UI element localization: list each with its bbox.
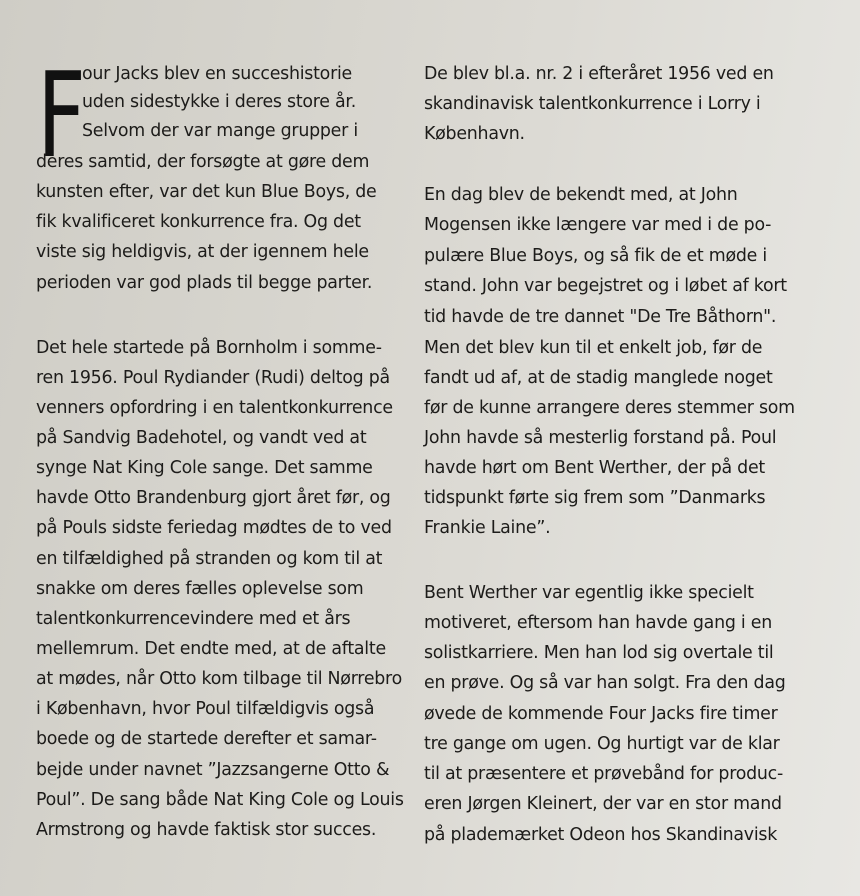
text-line: en prøve. Og så var han solgt. Fra den dag — [424, 673, 786, 693]
text-line: havde Otto Brandenburg gjort året før, og — [36, 488, 391, 508]
text-line: kunsten efter, var det kun Blue Boys, de — [36, 182, 377, 202]
text-line: tid havde de tre dannet "De Tre Båthorn". — [424, 307, 777, 327]
text-line: på plademærket Odeon hos Skandinavisk — [424, 825, 778, 845]
text-line: venners opfordring i en talentkonkurrence — [36, 398, 393, 418]
text-line: Mogensen ikke længere var med i de po- — [424, 215, 772, 235]
text-line: solistkarriere. Men han lod sig overtale til — [424, 643, 774, 663]
text-line: før de kunne arrangere deres stemmer som — [424, 398, 795, 418]
text-line: boede og de startede derefter et samar- — [36, 729, 377, 749]
text-line: ren 1956. Poul Rydiander (Rudi) deltog på — [36, 368, 390, 388]
text-line: viste sig heldigvis, at der igennem hele — [36, 242, 369, 262]
text-line: Bent Werther var egentlig ikke specielt — [424, 583, 754, 603]
text-line: på Pouls sidste feriedag mødtes de to ved — [36, 518, 392, 538]
text-line: motiveret, eftersom han havde gang i en — [424, 613, 772, 633]
text-line: Men det blev kun til et enkelt job, før de — [424, 338, 763, 358]
text-line: København. — [424, 124, 525, 144]
text-line: i København, hvor Poul tilfældigvis også — [36, 699, 375, 719]
text-line: fik kvalificeret konkurrence fra. Og det — [36, 212, 361, 232]
text-line: snakke om deres fælles oplevelse som — [36, 579, 364, 599]
text-line: Poul”. De sang både Nat King Cole og Louis — [36, 790, 404, 810]
text-line: En dag blev de bekendt med, at John — [424, 185, 738, 205]
text-line: Armstrong og havde faktisk stor succes. — [36, 820, 377, 840]
text-line: synge Nat King Cole sange. Det samme — [36, 458, 373, 478]
text-line: øvede de kommende Four Jacks fire timer — [424, 704, 778, 724]
text-line: at mødes, når Otto kom tilbage til Nørrebro — [36, 669, 402, 689]
text-line: eren Jørgen Kleinert, der var en stor mand — [424, 794, 782, 814]
text-line: De blev bl.a. nr. 2 i efteråret 1956 ved en — [424, 64, 774, 84]
text-line: på Sandvig Badehotel, og vandt ved at — [36, 428, 367, 448]
text-line: John havde så mesterlig forstand på. Poul — [424, 428, 777, 448]
text-line: our Jacks blev en succeshistorie — [82, 64, 353, 84]
drop-cap: F — [37, 46, 86, 184]
text-line: talentkonkurrencevindere med et års — [36, 609, 351, 629]
text-line: fandt ud af, at de stadig manglede noget — [424, 368, 773, 388]
text-line: en tilfældighed på stranden og kom til at — [36, 549, 383, 569]
text-line: deres samtid, der forsøgte at gøre dem — [36, 152, 370, 172]
text-line: Det hele startede på Bornholm i somme- — [36, 338, 382, 358]
text-line: stand. John var begejstret og i løbet af kort — [424, 276, 787, 296]
text-line: havde hørt om Bent Werther, der på det — [424, 458, 765, 478]
text-line: Frankie Laine”. — [424, 518, 551, 538]
text-line: pulære Blue Boys, og så fik de et møde i — [424, 246, 767, 266]
text-line: mellemrum. Det endte med, at de aftalte — [36, 639, 386, 659]
text-line: Selvom der var mange grupper i — [82, 121, 358, 141]
text-line: tidspunkt førte sig frem som ”Danmarks — [424, 488, 766, 508]
text-line: skandinavisk talentkonkurrence i Lorry i — [424, 94, 761, 114]
text-line: bejde under navnet ”Jazzsangerne Otto & — [36, 760, 390, 780]
text-line: tre gange om ugen. Og hurtigt var de klar — [424, 734, 780, 754]
text-line: til at præsentere et prøvebånd for produc- — [424, 764, 784, 784]
text-line: perioden var god plads til begge parter. — [36, 273, 373, 293]
text-line: uden sidestykke i deres store år. — [82, 92, 357, 112]
